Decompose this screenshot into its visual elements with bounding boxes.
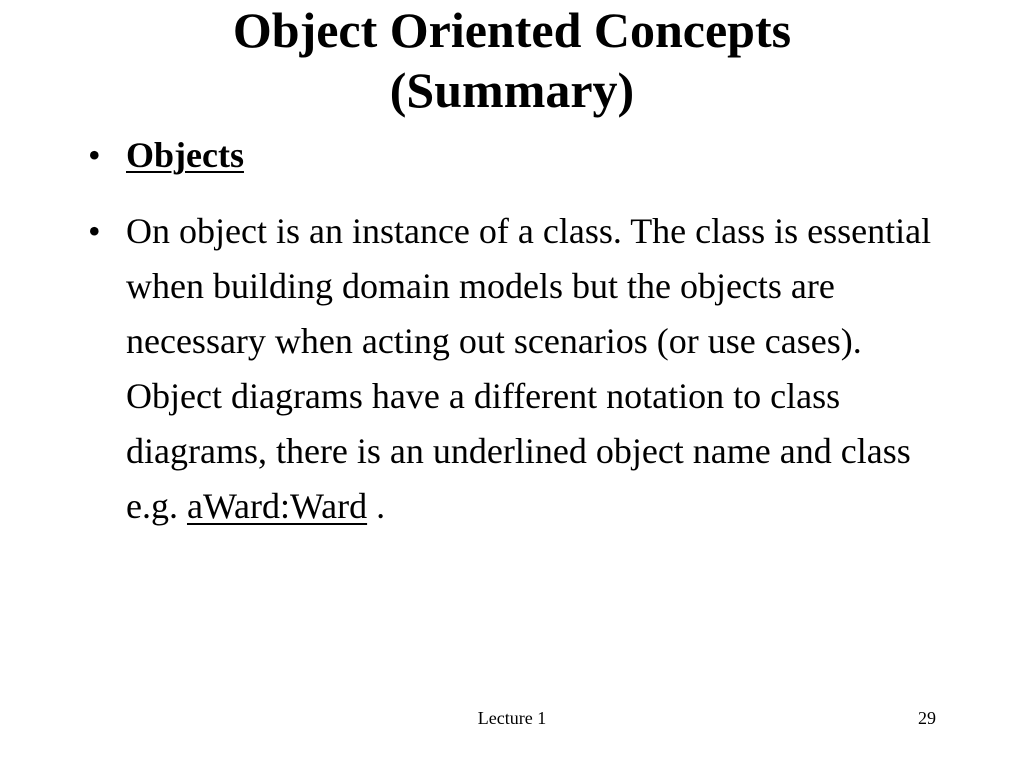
- slide-title: [0, 0, 1024, 120]
- objects-heading: Objects: [126, 135, 244, 175]
- title-line-2: (Summary): [389, 62, 635, 118]
- description-end: .: [367, 486, 386, 526]
- footer-page-number: 29: [918, 708, 936, 728]
- bullet-icon: •: [88, 135, 101, 175]
- bullet-list: [88, 128, 958, 534]
- example-object-name: aWard:Ward: [186, 486, 368, 526]
- bullet-item-description: [88, 204, 958, 534]
- bullet-item-objects: [88, 128, 958, 183]
- description-text: [126, 211, 931, 526]
- bullet-icon: •: [88, 211, 101, 251]
- description-body: On object is an instance of a class. The class is essential when building domain models but the objects are necessary when acting out scenarios (or use cases). Object diagrams have a different notation to class diagrams, there is an underlined object name and class e.g.: [126, 211, 932, 526]
- footer-lecture-label: Lecture 1: [477, 708, 547, 728]
- title-line-1: Object Oriented Concepts: [232, 2, 792, 58]
